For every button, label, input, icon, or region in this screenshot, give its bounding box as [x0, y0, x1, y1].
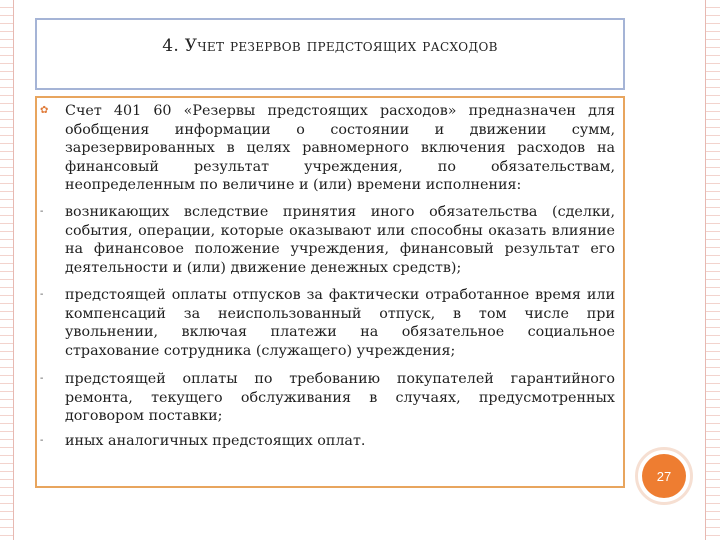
list-item-text: иных аналогичных предстоящих оплат.: [65, 433, 366, 449]
content-box: [35, 96, 625, 488]
list-item-text: Счет 401 60 «Резервы предстоящих расходов» предназначен для обобщения информации о состоянии и движении сумм, зарезервированных в целях равномерного включения расходов на финансовый результат учреждения, по обязательствам, неопределенным по величине и (или) времени исполнения:: [65, 103, 615, 193]
dash-marker: -: [40, 206, 44, 217]
title-box: [35, 18, 625, 90]
dash-marker: -: [40, 289, 44, 300]
dash-marker: -: [40, 373, 44, 384]
list-item-text: предстоящей оплаты по требованию покупателей гарантийного ремонта, текущего обслуживания в случаях, предусмотренных договором поставки;: [65, 371, 615, 424]
slide-title: 4. Учет резервов предстоящих расходов: [162, 36, 498, 56]
list-item: [40, 432, 615, 451]
list-item: [40, 286, 615, 360]
list-item: [40, 203, 615, 277]
list-item-text: возникающих вследствие принятия иного обязательства (сделки, события, операции, которые оказывают или способны оказать влияние на финансовое положение учреждения, финансовый результат его деятельности и (или) движение денежных средств);: [65, 204, 615, 276]
page-number: 27: [642, 454, 686, 498]
dash-marker: -: [40, 435, 44, 446]
list-item: [40, 102, 615, 195]
list-item-text: предстоящей оплаты отпусков за фактически отработанное время или компенсаций за неиспользованный отпуск, в том числе при увольнении, включая платежи на обязательное социальное страхование сотрудника (служащего) учреждения;: [65, 287, 615, 359]
page-number-badge: [635, 447, 693, 505]
orange-bullet-icon: ✿: [40, 105, 49, 116]
left-decorative-border: [0, 0, 14, 540]
right-decorative-border: [705, 0, 720, 540]
list-item: [40, 370, 615, 426]
